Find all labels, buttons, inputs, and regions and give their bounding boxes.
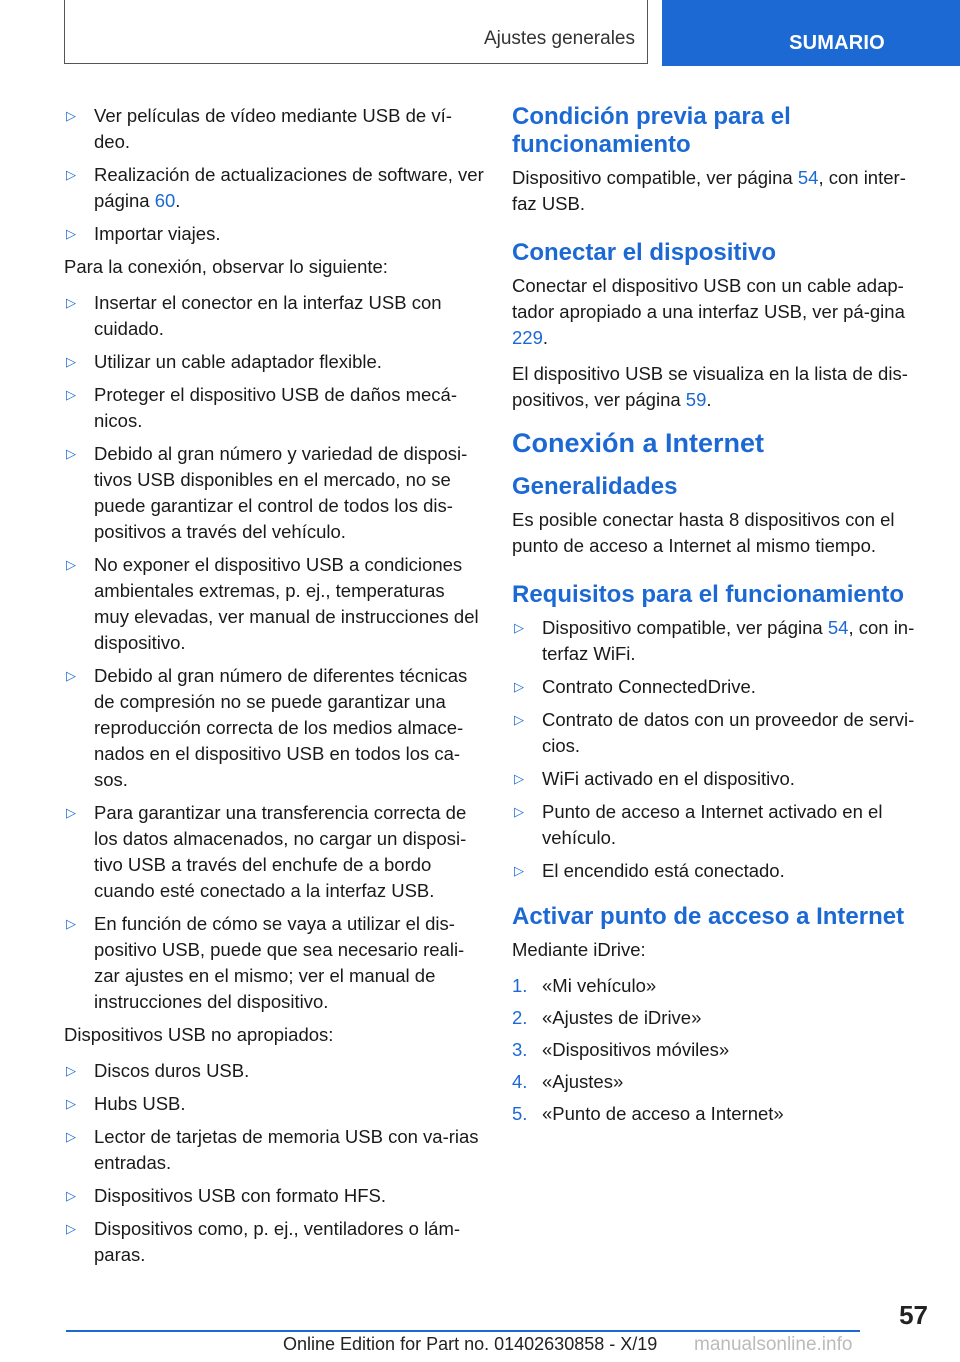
triangle-bullet-icon: ▷	[66, 446, 76, 461]
list-item: ▷ Debido al gran número de diferentes técnicas de compresión no se puede garantizar una reproducción correcta de los medios almace-nados en el dispositivo USB en todos los ca-sos.	[66, 665, 468, 790]
triangle-bullet-icon: ▷	[66, 108, 76, 123]
section-title-box	[64, 0, 648, 64]
page-link[interactable]: 59	[685, 389, 707, 410]
triangle-bullet-icon: ▷	[66, 387, 76, 402]
unsuitable-devices-list	[64, 1058, 484, 1268]
precondition-text: Dispositivo compatible, ver página 54, con inter-faz USB.	[512, 167, 906, 214]
list-item: ▷ Dispositivos como, p. ej., ventiladores o lám-paras.	[66, 1218, 461, 1265]
list-item: ▷ Dispositivo compatible, ver página 54, con in-terfaz WiFi.	[514, 617, 915, 664]
internet-heading: Conexión a Internet	[512, 428, 765, 458]
step-item: 4. «Ajustes»	[512, 1069, 927, 1095]
triangle-bullet-icon: ▷	[66, 226, 76, 241]
list-item: ▷ En función de cómo se vaya a utilizar el dis-positivo USB, puede que sea necesario reali-zar ajustes en el mismo; ver el manual de instrucciones del dispositivo.	[66, 913, 465, 1012]
list-item: ▷ Hubs USB.	[64, 1091, 484, 1117]
triangle-bullet-icon: ▷	[514, 620, 524, 635]
connect-heading: Conectar el dispositivo	[512, 239, 777, 266]
triangle-bullet-icon: ▷	[514, 863, 524, 878]
triangle-bullet-icon: ▷	[514, 679, 524, 694]
watermark: manualsonline.info	[694, 1334, 853, 1355]
triangle-bullet-icon: ▷	[66, 354, 76, 369]
usb-uses-list	[64, 103, 484, 247]
step-item: 2. «Ajustes de iDrive»	[512, 1005, 927, 1031]
list-item: ▷ Proteger el dispositivo USB de daños mecá-nicos.	[66, 384, 457, 431]
list-item: ▷ WiFi activado en el dispositivo.	[512, 766, 927, 792]
triangle-bullet-icon: ▷	[66, 1096, 76, 1111]
triangle-bullet-icon: ▷	[66, 1188, 76, 1203]
list-item: ▷ Contrato ConnectedDrive.	[512, 674, 927, 700]
list-item: ▷ Realización de actualizaciones de software, ver página 60.	[66, 164, 484, 211]
list-item: ▷ El encendido está conectado.	[512, 858, 927, 884]
left-column	[64, 103, 484, 1275]
list-item: ▷ Dispositivos USB con formato HFS.	[64, 1183, 484, 1209]
page-number: 57	[899, 1300, 928, 1330]
sumario-button[interactable]: SUMARIO	[662, 0, 960, 66]
connection-intro: Para la conexión, observar lo siguiente:	[64, 256, 388, 277]
triangle-bullet-icon: ▷	[514, 804, 524, 819]
triangle-bullet-icon: ▷	[66, 916, 76, 931]
connection-notes-list	[64, 290, 484, 1015]
triangle-bullet-icon: ▷	[66, 1129, 76, 1144]
triangle-bullet-icon: ▷	[514, 712, 524, 727]
device-list-text: El dispositivo USB se visualiza en la lista de dis-positivos, ver página 59.	[512, 363, 908, 410]
step-number: 3.	[512, 1039, 528, 1060]
triangle-bullet-icon: ▷	[66, 1221, 76, 1236]
triangle-bullet-icon: ▷	[514, 771, 524, 786]
step-number: 4.	[512, 1071, 528, 1092]
list-item: ▷ Ver películas de vídeo mediante USB de ví-deo.	[66, 105, 452, 152]
list-item: ▷ Importar viajes.	[64, 221, 484, 247]
list-item: ▷ Para garantizar una transferencia correcta de los datos almacenados, no cargar un disposi-tivo USB a través del enchufe de a bordo cuando esté conectado a la interfaz USB.	[66, 802, 467, 901]
step-number: 1.	[512, 975, 528, 996]
step-number: 2.	[512, 1007, 528, 1028]
triangle-bullet-icon: ▷	[66, 805, 76, 820]
triangle-bullet-icon: ▷	[66, 1063, 76, 1078]
list-item: ▷ Debido al gran número y variedad de disposi-tivos USB disponibles en el mercado, no se puede garantizar el control de todos los dis-positivos a través del vehículo.	[66, 443, 468, 542]
footer-divider	[66, 1330, 860, 1332]
list-item: ▷ Insertar el conector en la interfaz USB con cuidado.	[66, 292, 442, 339]
connect-text: Conectar el dispositivo USB con un cable adap-tador apropiado a una interfaz USB, ver pá-gina 229.	[512, 275, 905, 348]
page-link[interactable]: 229	[512, 327, 543, 348]
list-item: ▷ Lector de tarjetas de memoria USB con va-rias entradas.	[66, 1126, 479, 1173]
page-header	[0, 0, 960, 66]
list-item: ▷ Utilizar un cable adaptador flexible.	[64, 349, 484, 375]
step-item: 3. «Dispositivos móviles»	[512, 1037, 927, 1063]
triangle-bullet-icon: ▷	[66, 167, 76, 182]
requirements-heading: Requisitos para el funcionamiento	[512, 581, 905, 608]
page-link[interactable]: 54	[797, 167, 819, 188]
step-item: 5. «Punto de acceso a Internet»	[512, 1101, 927, 1127]
page-link[interactable]: 54	[827, 617, 849, 638]
activate-heading: Activar punto de acceso a Internet	[512, 903, 905, 930]
list-item: ▷ Contrato de datos con un proveedor de servi-cios.	[514, 709, 915, 756]
right-column	[512, 103, 927, 1133]
activate-intro: Mediante iDrive:	[512, 939, 646, 960]
step-item: 1. «Mi vehículo»	[512, 973, 927, 999]
page-link[interactable]: 60	[154, 190, 176, 211]
edition-text: Online Edition for Part no. 01402630858 - X/19	[283, 1334, 658, 1354]
unsuitable-intro: Dispositivos USB no apropiados:	[64, 1024, 334, 1045]
general-text: Es posible conectar hasta 8 dispositivos con el punto de acceso a Internet al mismo tiempo.	[512, 509, 895, 556]
section-title: Ajustes generales	[483, 28, 635, 49]
list-item: ▷ Discos duros USB.	[64, 1058, 484, 1084]
list-item: ▷ No exponer el dispositivo USB a condiciones ambientales extremas, p. ej., temperaturas muy elevadas, ver manual de instrucciones del dispositivo.	[66, 554, 479, 653]
triangle-bullet-icon: ▷	[66, 295, 76, 310]
step-number: 5.	[512, 1103, 528, 1124]
precondition-heading: Condición previa para el funcionamiento	[512, 103, 791, 158]
general-heading: Generalidades	[512, 473, 678, 500]
triangle-bullet-icon: ▷	[66, 668, 76, 683]
requirements-list	[512, 615, 927, 884]
triangle-bullet-icon: ▷	[66, 557, 76, 572]
steps-list	[512, 973, 927, 1127]
list-item: ▷ Punto de acceso a Internet activado en el vehículo.	[514, 801, 883, 848]
